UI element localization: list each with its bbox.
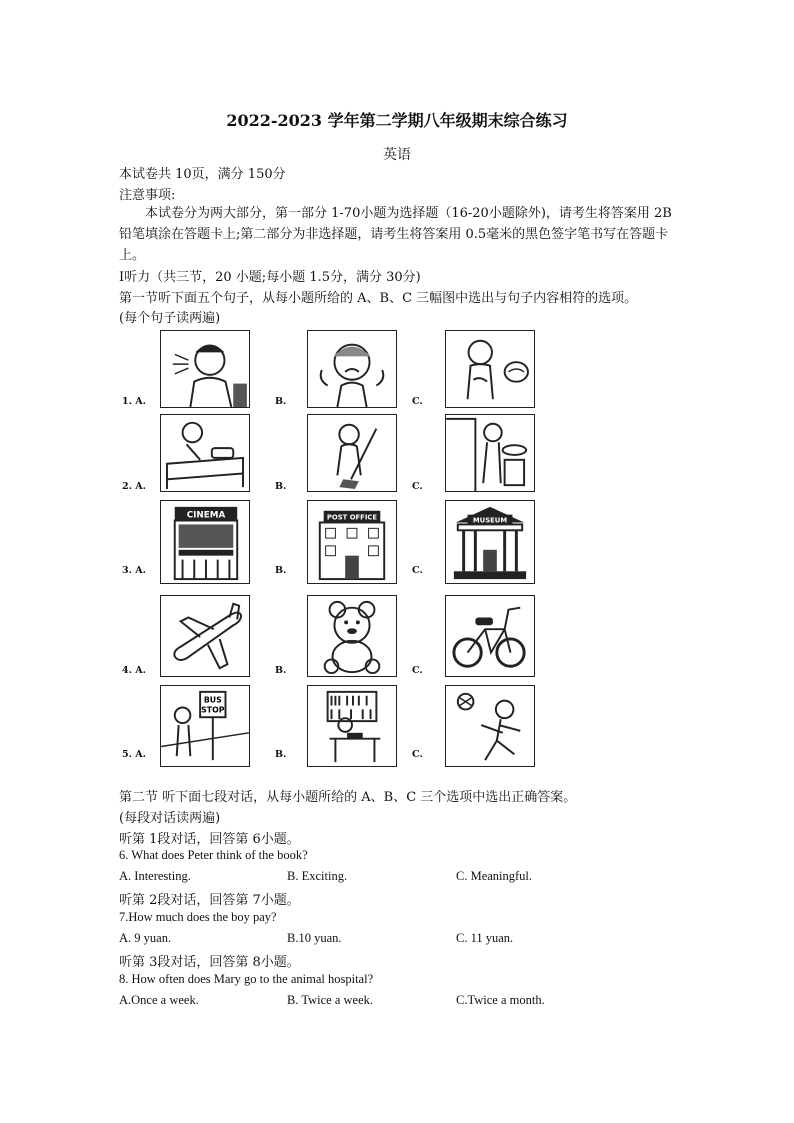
q8-intro: 听第 3段对话，回答第 8小题。 bbox=[119, 955, 300, 970]
library-reading-icon bbox=[307, 685, 397, 767]
q6-option-c: C. Meaningful. bbox=[456, 869, 533, 883]
stomachache-boy-icon bbox=[445, 330, 535, 408]
notes-heading: 注意事项: bbox=[119, 188, 176, 203]
making-bed-icon bbox=[160, 414, 250, 492]
q5-b-label: B. bbox=[275, 749, 287, 760]
teddy-bear-icon bbox=[307, 595, 397, 677]
q5-c-label: C. bbox=[412, 749, 423, 760]
section1-instruction: 第一节听下面五个句子，从每小题所给的 A、B、C 三幅图中选出与句子内容相符的选项。 bbox=[119, 291, 638, 306]
q4-b-label: B. bbox=[275, 665, 287, 676]
q5-label: 5. A. bbox=[122, 749, 146, 760]
page-title: 2022-2023 学年第二学期八年级期末综合练习 bbox=[226, 111, 568, 130]
section1-note: (每个句子读两遍) bbox=[119, 311, 221, 326]
q1-label: 1. A. bbox=[122, 396, 146, 407]
sneezing-man-icon bbox=[160, 330, 250, 408]
section2-instruction: 第二节 听下面七段对话，从每小题所给的 A、B、C 三个选项中选出正确答案。 bbox=[119, 790, 577, 805]
svg-text:BUS: BUS bbox=[203, 695, 222, 705]
sweeping-girl-icon bbox=[307, 414, 397, 492]
post-office-icon bbox=[307, 500, 397, 584]
q7-option-a: A. 9 yuan. bbox=[119, 931, 172, 945]
q8-option-b: B. Twice a week. bbox=[287, 993, 374, 1007]
q3-b-label: B. bbox=[275, 565, 287, 576]
q8-option-c: C.Twice a month. bbox=[456, 993, 545, 1007]
q8-question: 8. How often does Mary go to the animal hospital? bbox=[119, 972, 374, 986]
subject-title: 英语 bbox=[383, 147, 411, 163]
svg-text:CINEMA: CINEMA bbox=[186, 510, 226, 521]
bus-stop-icon bbox=[160, 685, 250, 767]
part1-heading: I听力（共三节，20 小题;每小题 1.5分，满分 30分) bbox=[119, 270, 421, 285]
kicking-ball-icon bbox=[445, 685, 535, 767]
taking-out-trash-icon bbox=[445, 414, 535, 492]
q2-c-label: C. bbox=[412, 481, 423, 492]
section2-note: (每段对话读两遍) bbox=[119, 811, 221, 826]
q7-option-b: B.10 yuan. bbox=[287, 931, 342, 945]
q6-question: 6. What does Peter think of the book? bbox=[119, 848, 308, 862]
cinema-icon bbox=[160, 500, 250, 584]
q2-label: 2. A. bbox=[122, 481, 146, 492]
q3-c-label: C. bbox=[412, 565, 423, 576]
q7-option-c: C. 11 yuan. bbox=[456, 931, 514, 945]
q2-b-label: B. bbox=[275, 481, 287, 492]
svg-text:STOP: STOP bbox=[201, 705, 225, 715]
q7-intro: 听第 2段对话，回答第 7小题。 bbox=[119, 893, 300, 908]
q4-label: 4. A. bbox=[122, 665, 146, 676]
q3-label: 3. A. bbox=[122, 565, 146, 576]
museum-icon bbox=[445, 500, 535, 584]
exam-info: 本试卷共 10页，满分 150分 bbox=[119, 167, 286, 182]
bicycle-icon bbox=[445, 595, 535, 677]
q6-option-a: A. Interesting. bbox=[119, 869, 191, 883]
airplane-icon bbox=[160, 595, 250, 677]
svg-text:MUSEUM: MUSEUM bbox=[472, 516, 508, 525]
q8-option-a: A.Once a week. bbox=[119, 993, 199, 1007]
q7-question: 7.How much does the boy pay? bbox=[119, 910, 277, 924]
q1-b-label: B. bbox=[275, 396, 287, 407]
crying-girl-icon bbox=[307, 330, 397, 408]
q1-c-label: C. bbox=[412, 396, 423, 407]
notes-body: 本试卷分为两大部分，第一部分 1-70小题为选择题（16-20小题除外)，请考生将答案用 2B 铅笔填涂在答题卡上;第二部分为非选择题，请考生将答案用 0.5毫米的黑色签字笔书写在答题卡上。 bbox=[119, 206, 672, 263]
q6-option-b: B. Exciting. bbox=[287, 869, 348, 883]
q4-c-label: C. bbox=[412, 665, 423, 676]
q6-intro: 听第 1段对话，回答第 6小题。 bbox=[119, 832, 300, 847]
svg-text:POST OFFICE: POST OFFICE bbox=[326, 513, 378, 522]
